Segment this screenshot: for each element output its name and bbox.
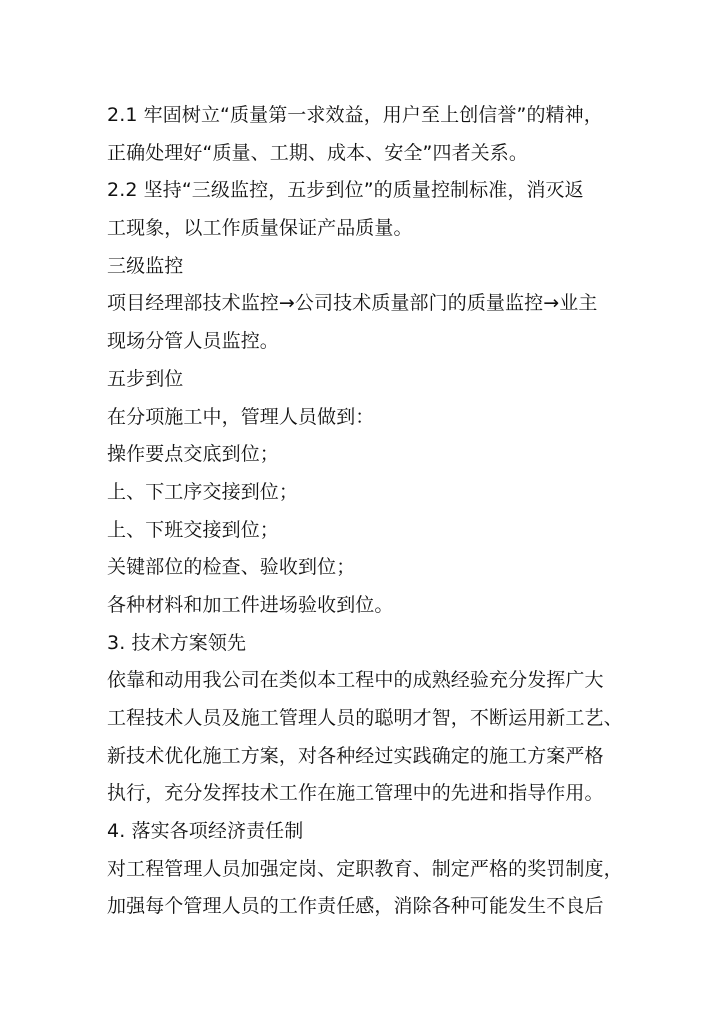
- paragraph-line: 工程技术人员及施工管理人员的聪明才智，不断运用新工艺、: [107, 707, 623, 729]
- paragraph-line: 现场分管人员监控。: [107, 330, 279, 353]
- paragraph-line: 项目经理部技术监控→公司技术质量部门的质量监控→业主: [107, 292, 598, 315]
- paragraph-line: 正确处理好“质量、工期、成本、安全”四者关系。: [107, 141, 528, 164]
- paragraph-line: 新技术优化施工方案，对各种经过实践确定的施工方案严格: [107, 744, 604, 767]
- list-item: 关键部位的检查、验收到位；: [107, 556, 356, 579]
- list-item: 上、下班交接到位；: [107, 518, 279, 541]
- paragraph-line: 依靠和动用我公司在类似本工程中的成熟经验充分发挥广大: [107, 669, 604, 692]
- section-heading: 五步到位: [107, 367, 184, 390]
- paragraph-line: 2.2 坚持“三级监控，五步到位”的质量控制标准，消灭返: [107, 179, 584, 202]
- paragraph-line: 在分项施工中，管理人员做到：: [107, 405, 375, 428]
- paragraph-line: 加强每个管理人员的工作责任感，消除各种可能发生不良后: [107, 895, 604, 918]
- section-heading: 4. 落实各项经济责任制: [107, 820, 304, 843]
- paragraph-line: 2.1 牢固树立“质量第一求效益，用户至上创信誉”的精神，: [107, 104, 603, 126]
- document-body: [107, 97, 647, 926]
- paragraph-line: 对工程管理人员加强定岗、定职教育、制定严格的奖罚制度，: [107, 857, 623, 880]
- list-item: 各种材料和加工件进场验收到位。: [107, 593, 394, 616]
- paragraph-line: 工现象，以工作质量保证产品质量。: [107, 217, 413, 240]
- section-heading: 3. 技术方案领先: [107, 631, 247, 654]
- section-heading: 三级监控: [107, 254, 184, 277]
- list-item: 上、下工序交接到位；: [107, 480, 299, 503]
- paragraph-line: 执行，充分发挥技术工作在施工管理中的先进和指导作用。: [107, 782, 604, 805]
- list-item: 操作要点交底到位；: [107, 443, 279, 466]
